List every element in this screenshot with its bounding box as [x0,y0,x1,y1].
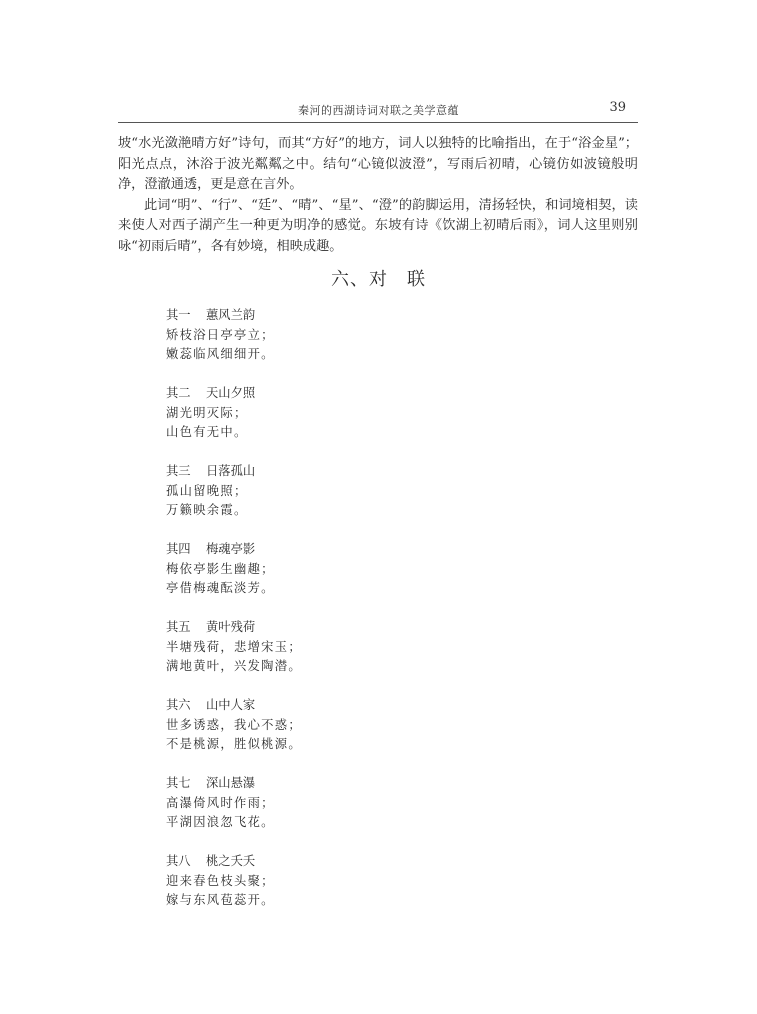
couplet-line-upper: 孤山留晚照； [166,483,248,498]
body-text [118,134,638,257]
couplet-line-lower: 嫁与东风苞蕊开。 [166,893,275,907]
couplet-title: 蕙风兰韵 [206,308,256,322]
couplet-number: 其六 [166,698,191,712]
paragraph-2: 此词“明”、“行”、“廷”、“晴”、“星”、“澄”的韵脚运用，清扬轻快，和词境相契，读来使人对西子湖产生一种更为明净的感觉。东坡有诗《饮湖上初晴后雨》，词人这里则别咏“初雨后晴”，各有妙境，相映成趣。 [118,197,638,254]
couplet-item [166,618,466,677]
paragraph-1: 坡“水光潋滟晴方好”诗句，而其“方好”的地方，词人以独特的比喻指出，在于“浴金星”；阳光点点，沐浴于波光粼粼之中。结句“心镜似波澄”，写雨后初晴，心镜仿如波镜般明净，澄澈通透，更是意在言外。 [118,136,638,192]
couplet-line-upper: 半塘残荷，悲增宋玉； [166,639,302,654]
running-title: 秦河的西湖诗词对联之美学意蕴 [298,104,459,117]
couplet-heading [166,540,466,560]
couplet-heading [166,774,466,794]
couplet-heading [166,462,466,482]
couplet-line-lower: 亭借梅魂酝淡芳。 [166,581,275,595]
couplet-title: 山中人家 [206,698,256,712]
couplet-heading [166,696,466,716]
couplet-line-upper: 梅依亭影生幽趣； [166,561,275,576]
couplet-number: 其三 [166,464,191,478]
couplet-title: 桃之夭夭 [206,854,256,868]
couplet-line-lower: 不是桃源，胜似桃源。 [166,737,302,751]
couplet-item [166,696,466,755]
page-number: 39 [609,100,626,115]
couplet-number: 其七 [166,776,191,790]
couplet-item [166,540,466,599]
couplet-title: 梅魂亭影 [206,542,256,556]
couplet-line-lower: 嫩蕊临风细细开。 [166,347,275,361]
couplet-number: 其一 [166,308,191,322]
couplet-number: 其五 [166,620,191,634]
couplet-line-upper: 矫枝浴日亭亭立； [166,327,275,342]
couplet-number: 其八 [166,854,191,868]
couplet-heading [166,306,466,326]
couplet-heading [166,384,466,404]
section-title: 六、对 联 [331,269,426,290]
couplet-line-lower: 平湖因浪忽飞花。 [166,815,275,829]
couplet-line-lower: 满地黄叶，兴发陶潜。 [166,659,302,673]
couplet-title: 黄叶残荷 [206,620,256,634]
couplet-title: 日落孤山 [206,464,256,478]
couplet-line-upper: 高瀑倚风时作雨； [166,795,275,810]
couplet-item [166,306,466,365]
couplet-line-lower: 山色有无中。 [166,425,248,439]
couplet-item [166,462,466,521]
couplet-item [166,774,466,833]
couplet-line-lower: 万籁映余霞。 [166,503,248,517]
couplet-heading [166,852,466,872]
couplet-line-upper: 迎来春色枝头聚； [166,873,275,888]
couplet-item [166,852,466,911]
couplet-line-upper: 湖光明灭际； [166,405,248,420]
couplet-title: 深山悬瀑 [206,776,256,790]
couplet-number: 其二 [166,386,191,400]
couplet-title: 天山夕照 [206,386,256,400]
couplet-heading [166,618,466,638]
couplet-item [166,384,466,443]
couplet-line-upper: 世多诱惑，我心不惑； [166,717,302,732]
couplet-list [166,306,466,930]
page-header [118,100,638,123]
couplet-number: 其四 [166,542,191,556]
